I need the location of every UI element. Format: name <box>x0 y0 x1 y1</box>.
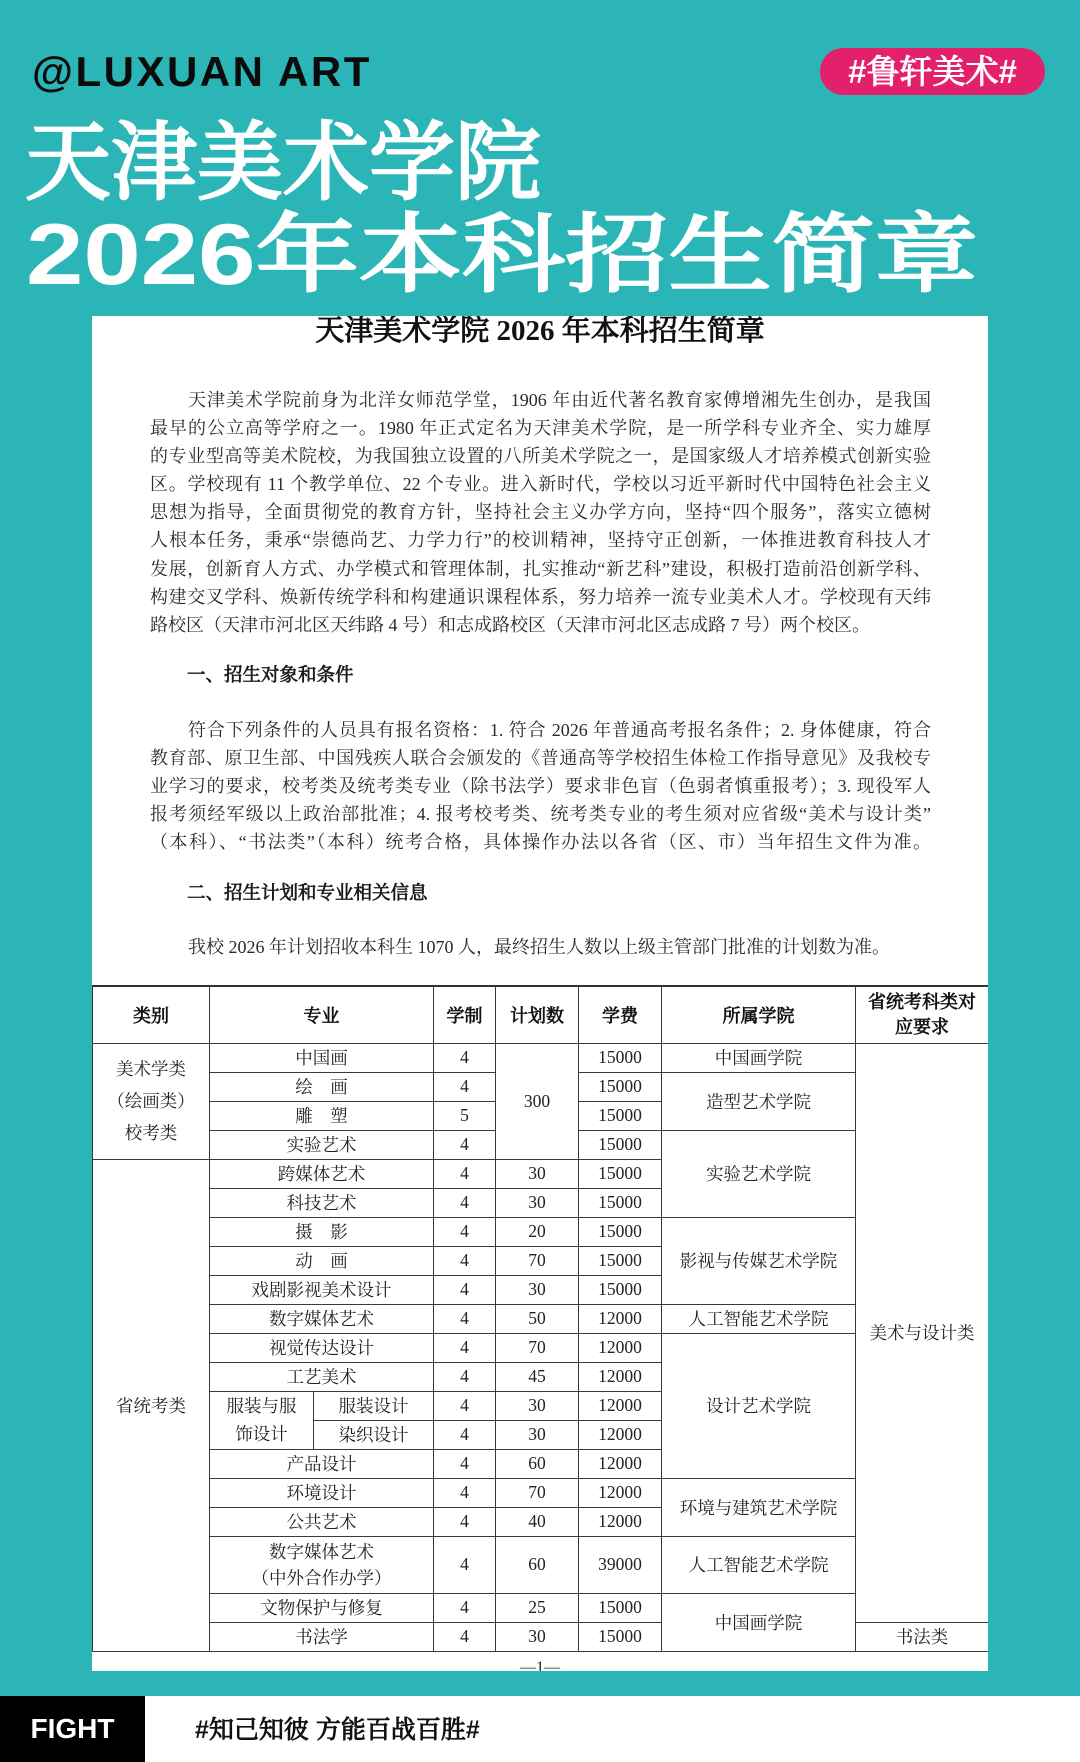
college-cell: 人工智能艺术学院 <box>662 1536 856 1593</box>
duration-cell: 4 <box>434 1478 496 1507</box>
sub-major-cell: 服装设计 <box>314 1391 434 1420</box>
major-cell: 文物保护与修复 <box>210 1593 434 1622</box>
paragraph-line: （本科）、“书法类”（本科）统考合格，具体操作办法以各省（区、市）当年招生文件为准。 <box>150 832 931 853</box>
header-requirement-line: 应要求 <box>895 1016 949 1037</box>
paragraph-line: 我校 2026 年计划招收本科生 1070 人，最终招生人数以上级主管部门批准的计划数为准。 <box>188 937 890 957</box>
plan-cell: 30 <box>496 1159 579 1188</box>
duration-cell: 4 <box>434 1072 496 1101</box>
duration-cell: 4 <box>434 1246 496 1275</box>
college-cell: 设计艺术学院 <box>662 1333 856 1478</box>
account-handle: @LUXUAN ART <box>32 48 372 95</box>
category-line: 省统考类 <box>116 1395 186 1416</box>
requirement-cell: 美术与设计类 <box>856 1043 989 1622</box>
plan-cell: 20 <box>496 1217 579 1246</box>
plan-cell: 50 <box>496 1304 579 1333</box>
requirement-cell: 书法类 <box>856 1622 989 1651</box>
table-row <box>93 1333 989 1362</box>
major-cell: 雕 塑 <box>210 1101 434 1130</box>
tuition-cell: 12000 <box>579 1507 662 1536</box>
duration-cell: 4 <box>434 1159 496 1188</box>
tuition-cell: 12000 <box>579 1420 662 1449</box>
plan-cell: 30 <box>496 1391 579 1420</box>
college-cell: 造型艺术学院 <box>662 1072 856 1130</box>
major-cell: 跨媒体艺术 <box>210 1159 434 1188</box>
paragraph-line: 业学习的要求，校考类及统考类专业（除书法学）要求非色盲（色弱者慎重报考）；3. 现役军人 <box>150 776 931 797</box>
plan-cell: 25 <box>496 1593 579 1622</box>
document-title: 天津美术学院 2026 年本科招生简章 <box>315 316 765 347</box>
major-cell: 产品设计 <box>210 1449 434 1478</box>
tuition-cell: 15000 <box>579 1188 662 1217</box>
college-cell: 实验艺术学院 <box>662 1130 856 1217</box>
tuition-cell: 12000 <box>579 1391 662 1420</box>
admissions-table <box>92 985 988 1652</box>
plan-cell: 30 <box>496 1275 579 1304</box>
sub-major-cell: 染织设计 <box>314 1420 434 1449</box>
duration-cell: 4 <box>434 1536 496 1593</box>
table-row <box>93 1536 989 1593</box>
intro-paragraph <box>150 386 931 639</box>
paragraph-line: 教育部、原卫生部、中国残疾人联合会颁发的《普通高等学校招生体检工作指导意见》及我校专 <box>150 748 931 769</box>
eligibility-paragraph <box>150 716 931 856</box>
footer-bar <box>0 1696 1080 1762</box>
major-cell: 中国画 <box>210 1043 434 1072</box>
table-row <box>93 1593 989 1622</box>
major-line: 数字媒体艺术 <box>269 1541 374 1562</box>
table-row <box>93 1043 989 1072</box>
plan-cell: 30 <box>496 1188 579 1217</box>
plan-cell: 45 <box>496 1362 579 1391</box>
major-group-line: 饰设计 <box>235 1424 288 1444</box>
category-line: 校考类 <box>124 1123 178 1143</box>
header-major: 专业 <box>210 986 434 1043</box>
tuition-cell: 15000 <box>579 1275 662 1304</box>
hashtag-badge: #鲁轩美术# <box>820 48 1045 95</box>
poster-title-line-2: 2026年本科招生简章 <box>26 207 978 303</box>
tuition-cell: 15000 <box>579 1130 662 1159</box>
paragraph-line: 构建交叉学科、焕新传统学科和构建通识课程体系，努力培养一流专业美术人才。学校现有天纬 <box>150 586 931 607</box>
plan-cell: 60 <box>496 1449 579 1478</box>
plan-cell: 300 <box>496 1043 579 1159</box>
duration-cell: 4 <box>434 1420 496 1449</box>
tuition-cell: 12000 <box>579 1449 662 1478</box>
duration-cell: 5 <box>434 1101 496 1130</box>
poster-title-line-1: 天津美术学院 <box>25 115 541 211</box>
major-cell: 公共艺术 <box>210 1507 434 1536</box>
major-cell: 工艺美术 <box>210 1362 434 1391</box>
header-duration: 学制 <box>434 986 496 1043</box>
duration-cell: 4 <box>434 1275 496 1304</box>
paragraph-line: 的专业型高等美术院校，为我国独立设置的八所美术学院之一，是国家级人才培养模式创新实验 <box>150 446 931 467</box>
plan-cell: 30 <box>496 1622 579 1651</box>
major-cell: 视觉传达设计 <box>210 1333 434 1362</box>
section-heading-plan: 二、招生计划和专业相关信息 <box>187 882 428 903</box>
document-page <box>92 316 988 1671</box>
college-cell: 中国画学院 <box>662 1043 856 1072</box>
tuition-cell: 15000 <box>579 1217 662 1246</box>
duration-cell: 4 <box>434 1130 496 1159</box>
tuition-cell: 15000 <box>579 1043 662 1072</box>
plan-cell: 70 <box>496 1246 579 1275</box>
plan-cell: 70 <box>496 1333 579 1362</box>
header-plan: 计划数 <box>496 986 579 1043</box>
fight-badge: FIGHT <box>0 1696 145 1762</box>
major-cell: 数字媒体艺术 <box>210 1304 434 1333</box>
duration-cell: 4 <box>434 1391 496 1420</box>
tuition-cell: 12000 <box>579 1333 662 1362</box>
section-heading-eligibility: 一、招生对象和条件 <box>187 664 354 685</box>
header-requirement-line: 省统考科类对 <box>868 991 976 1012</box>
college-cell: 影视与传媒艺术学院 <box>662 1217 856 1304</box>
paragraph-line: 思想为指导，全面贯彻党的教育方针，坚持社会主义办学方向，坚持“四个服务”，落实立德树 <box>150 502 931 523</box>
major-group-line: 服装与服 <box>226 1396 297 1416</box>
major-cell: 动 画 <box>210 1246 434 1275</box>
plan-cell: 70 <box>496 1478 579 1507</box>
major-cell: 环境设计 <box>210 1478 434 1507</box>
major-cell: 绘 画 <box>210 1072 434 1101</box>
paragraph-line: 发展，创新育人方式、办学模式和管理体制，扎实推动“新艺科”建设，积极打造前沿创新学科、 <box>150 558 931 579</box>
paragraph-line: 路校区（天津市河北区天纬路 4 号）和志成路校区（天津市河北区志成路 7 号）两个校区。 <box>150 614 870 635</box>
college-cell: 中国画学院 <box>662 1593 856 1651</box>
header-tuition: 学费 <box>579 986 662 1043</box>
paragraph-line: 最早的公立高等学府之一。1980 年正式定名为天津美术学院，是一所学科专业齐全、实力雄厚 <box>150 418 931 439</box>
paragraph-line: 天津美术学院前身为北洋女师范学堂，1906 年由近代著名教育家傅增湘先生创办，是我国 <box>188 390 931 410</box>
plan-cell: 40 <box>496 1507 579 1536</box>
duration-cell: 4 <box>434 1304 496 1333</box>
table-row <box>93 1217 989 1246</box>
major-group-cell <box>210 1391 314 1449</box>
category-cell-provincial-exam <box>93 1159 210 1651</box>
duration-cell: 4 <box>434 1449 496 1478</box>
table-row <box>93 1304 989 1333</box>
category-line: （绘画类） <box>107 1091 195 1111</box>
major-cell <box>210 1536 434 1593</box>
table-header-row <box>93 986 989 1043</box>
tuition-cell: 12000 <box>579 1304 662 1333</box>
category-cell-school-exam <box>93 1043 210 1159</box>
tuition-cell: 12000 <box>579 1362 662 1391</box>
college-cell: 环境与建筑艺术学院 <box>662 1478 856 1536</box>
header-college: 所属学院 <box>662 986 856 1043</box>
major-cell: 戏剧影视美术设计 <box>210 1275 434 1304</box>
paragraph-line: 人根本任务，秉承“崇德尚艺、力学力行”的校训精神，坚持守正创新，一体推进教育科技人才 <box>150 530 931 551</box>
header-requirement <box>856 986 989 1043</box>
major-cell: 科技艺术 <box>210 1188 434 1217</box>
duration-cell: 4 <box>434 1593 496 1622</box>
paragraph-line: 符合下列条件的人员具有报名资格：1. 符合 2026 年普通高考报名条件；2. 身体健康，符合 <box>188 720 931 740</box>
header-category: 类别 <box>93 986 210 1043</box>
footer-slogan: #知己知彼 方能百战百胜# <box>195 1716 480 1744</box>
major-cell: 实验艺术 <box>210 1130 434 1159</box>
paragraph-line: 区。学校现有 11 个教学单位、22 个专业。进入新时代，学校以习近平新时代中国特色社会主义 <box>150 474 931 495</box>
plan-cell: 60 <box>496 1536 579 1593</box>
tuition-cell: 15000 <box>579 1246 662 1275</box>
page-number: —1— <box>520 1659 560 1671</box>
paragraph-line: 报考须经军级以上政治部批准；4. 报考校考类、统考类专业的考生须对应省级“美术与设计类” <box>150 804 931 825</box>
tuition-cell: 39000 <box>579 1536 662 1593</box>
duration-cell: 4 <box>434 1362 496 1391</box>
duration-cell: 4 <box>434 1622 496 1651</box>
college-cell: 人工智能艺术学院 <box>662 1304 856 1333</box>
plan-cell: 30 <box>496 1420 579 1449</box>
tuition-cell: 15000 <box>579 1593 662 1622</box>
tuition-cell: 15000 <box>579 1159 662 1188</box>
major-line: （中外合作办学） <box>251 1567 392 1588</box>
major-cell: 书法学 <box>210 1622 434 1651</box>
major-cell: 摄 影 <box>210 1217 434 1246</box>
plan-paragraph <box>150 933 931 961</box>
table-row <box>93 1478 989 1507</box>
duration-cell: 4 <box>434 1188 496 1217</box>
tuition-cell: 15000 <box>579 1101 662 1130</box>
duration-cell: 4 <box>434 1217 496 1246</box>
duration-cell: 4 <box>434 1333 496 1362</box>
category-line: 美术学类 <box>116 1059 186 1079</box>
tuition-cell: 15000 <box>579 1622 662 1651</box>
duration-cell: 4 <box>434 1507 496 1536</box>
duration-cell: 4 <box>434 1043 496 1072</box>
tuition-cell: 15000 <box>579 1072 662 1101</box>
tuition-cell: 12000 <box>579 1478 662 1507</box>
